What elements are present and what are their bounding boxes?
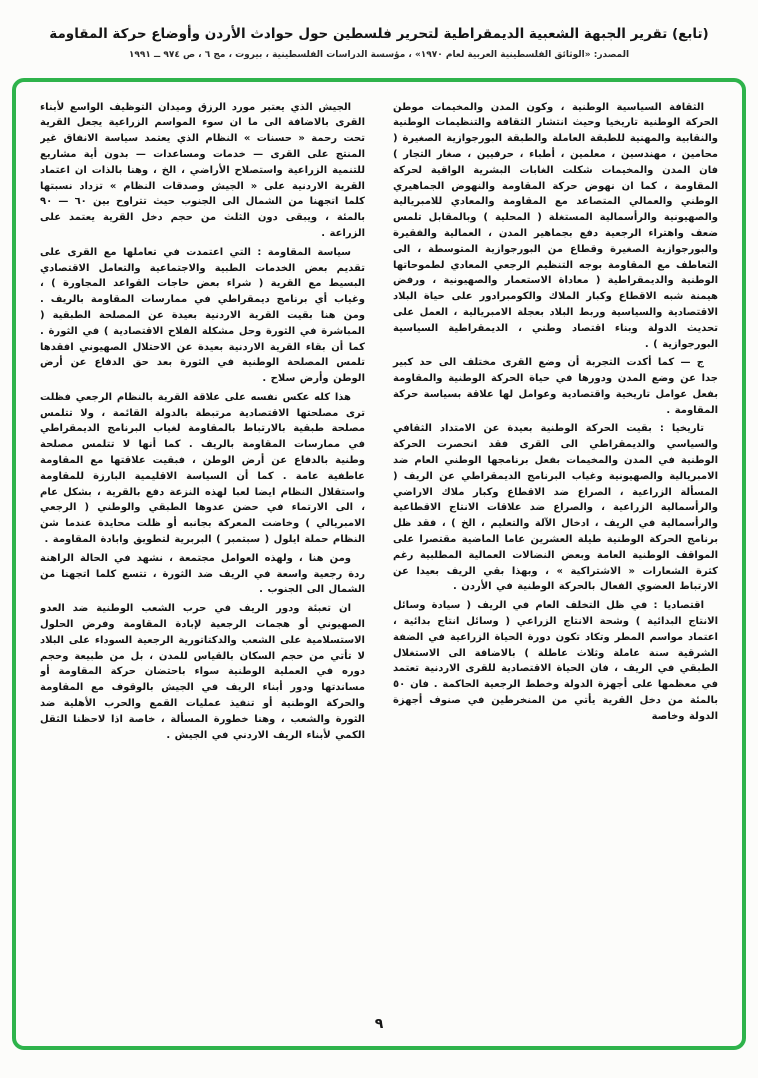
page-number: ٩ [374,1015,384,1032]
paragraph: سياسة المقاومة : التي اعتمدت في تعاملها مع القرى على تقديم بعض الخدمات الطبية والاجتماعية والتعامل الاقتصادي البسيط مع القرية ( شراء بعض حاجات القواعد المجاورة ) ، وغياب أي برنامج ديمقراطي في ممارسات المقاومة بالريف . ومن هنا بقيت القرية الاردنية بعيدة عن المصلحة الطبقية ( المباشرة في الثورة وحل مشكلة الفلاح الاقتصادية ) في الثورة . كما أن بقاء القرية الاردنية بعيدة عن الاحتلال الصهيوني افقدها تلمس المصلحة الوطنية في الثورة بعد حق الدفاع عن أرض الوطن وأرض سلاح . [40,246,365,385]
source-line: المصدر: «الوثائق الفلسطينية العربية لعام ١٩٧٠» ، مؤسسة الدراسات الفلسطينية ، بيروت ، مج ٦ ، ص ٩٧٤ ــ ١٩٩١ [128,49,630,60]
paragraph: الجيش الذي يعتبر مورد الرزق وميدان التوظيف الواسع لأبناء القرى بالاضافة الى ما ان سوء المواسم الزراعية يجعل القرية تحت رحمة « حسنات » النظام الذي يعتمد سياسة الانفاق غير المنتج على القرى — خدمات ومساعدات — بدون أية مشاريع للتنمية الزراعية واستصلاح الأراضي ، الخ ، وهنا بالذات ان اعتماد القرية الاردنية على « الجيش وصدقات النظام » تزداد نسبتها كلما اتجهنا من الشمال الى الجنوب حيث تتراوح بين ٦٠ — ٩٠ بالمئة ، ويبقى دون الثلث من حجم دخل القرية يعتمد على الزراعة . [40,101,365,239]
text-columns [40,100,718,1002]
text-column-left [40,100,365,1002]
paragraph: هذا كله عكس نفسه على علاقة القرية بالنظام الرجعي فظلت ترى مصلحتها الاقتصادية مرتبطة بالدولة القائمة ، ولا تتلمس مصلحة طبقية بالارتباط بالمقاومة لغياب البرنامج الديمقراطي في ممارسات المقاومة بالريف . كما أنها لا تتلمس مصلحة وطنية بالدفاع عن أرض الوطن ، فبقيت علاقتها مع المقاومة عاطفية عامة . كما أن السياسة الاقليمية البارزة للمقاومة واستقلال النظام ايضا لعبا لهذه النزعة دفع بالقرية ، بشكل عام ، الى الارتماء في حضن عدوها الطبقي والوطني ( الرجعي الامبريالي ) وخاضت المعركة بجانبه أو ظلت محايدة عندما شن النظام حملة ايلول ( سبتمبر ) البربرية لتطويق وابادة المقاومة . [40,391,365,546]
document-header [0,26,758,60]
text-column-right [393,100,718,1002]
document-title: (تابع) تقرير الجبهة الشعبية الديمقراطية لتحرير فلسطين حول حوادث الأردن وأوضاع حركة المقاومة [49,26,709,42]
paragraph: ومن هنا ، ولهذه العوامل مجتمعة ، نشهد في الحالة الراهنة ردة رجعية واسعة في الريف ضد الثورة ، تتسع كلما اتجهنا من الشمال الى الجنوب . [40,552,365,596]
content-border-frame [12,78,746,1050]
paragraph: ان تعبئة ودور الريف في حرب الشعب الوطنية ضد العدو الصهيوني أو هجمات الرجعية لإبادة المقاومة وفرض الحلول الاستسلامية على الشعب والدكتاتورية الرجعية السوداء على البلاد لا تأتي من حجم السكان بالقياس للمدن ، بل من طبيعة وحجم دوره في العملية الوطنية سواء باحتضان حركة المقاومة أو مساندتها ودور أبناء الريف في الجيش بالوقوف مع المقاومة والحركة الوطنية أو تنفيذ عمليات القمع والحرب الأهلية ضد الثورة والشعب ، وهنا خطورة المسألة ، خاصة اذا لاحظنا الثقل الكمي لأبناء الريف الاردني في الجيش . [40,603,365,741]
paragraph: اقتصاديا : في ظل التخلف العام في الريف ( سيادة وسائل الانتاج البدائية ) وشحة الانتاج الزراعي ( وسائل انتاج بدائية ، اعتماد مواسم المطر وتكاد تكون دورة الحياة الزراعية في الضفة الشرقية سنة عاملة وثلاث عاطلة ) بالاضافة الى الاستغلال الطبقي في الريف ، فان الحياة الاقتصادية للقرى الاردنية تعتمد في معظمها على أجهزة الدولة وخطط الرجعية الحاكمة . فان ٥٠ بالمئة من دخل القرية يأتي من المنخرطين في صنوف أجهزة الدولة وخاصة [393,600,718,722]
paragraph: ج — كما أكدت التجربة أن وضع القرى مختلف الى حد كبير جدا عن وضع المدن ودورها في حياة الحركة الوطنية والمقاومة بفعل عوامل تاريخية واقتصادية وعوامل لها علاقة بسياسة حركة المقاومة . [393,357,718,416]
paragraph: الثقافة السياسية الوطنية ، وكون المدن والمخيمات موطن الحركة الوطنية تاريخيا وحيث انتشار الثقافة والتنظيمات الوطنية والنقابية والمهنية للطبقة العاملة والطبقة البورجوازية الصغيرة ( محامين ، مهندسين ، معلمين ، أطباء ، حرفيين ، صغار التجار ) فان المدن والمخيمات شكلت الغابات البشرية الواقية لحركة المقاومة ، كما ان نهوض حركة المقاومة والنهوض الجماهيري الوطني والعمالي المتصاعد مع المقاومة والمعادي للامبريالية والصهيونية والرأسمالية المستغلة ( المحلية ) وبالمقابل تلمس ضعف واهتراء الرجعية دفع بجماهير المدن ، العمالية والفقيرة والبورجوازية الصغيرة وقطاع من البورجوازية المتوسطة ، الى التعاطف مع المقاومة بوجه التنظيم الرجعي المعادي لطموحاتها الوطنية والديمقراطية ( معاداة الاستعمار والصهيونية ، ورفض هيمنة شبه الاقطاع وكبار الملاك والكومبرادور على حياة البلاد الاقتصادية والسياسية وربط البلاد بعجلة الامبريالية ، العمل على تحديث الدولة وبناء اقتصاد وطني ، الديمقراطية السياسية البورجوازية ) . [393,101,718,350]
paragraph: تاريخيا : بقيت الحركة الوطنية بعيدة عن الامتداد الثقافي والسياسي والديمقراطي الى القرى فقد انحصرت الحركة الوطنية في المدن والمخيمات بفعل برنامجها الوطني العام ضد الامبريالية والصهيونية وغياب البرنامج الديمقراطي عن الريف ( المسألة الزراعية ، الصراع ضد الاقطاع وكبار ملاك الاراضي والرأسمالية الزراعية ، والصراع ضد علاقات الانتاج الاقطاعية والرأسمالية في الريف ، ادخال الآلة والتعليم ، الخ ) ، فقد ظل برنامج الحركة الوطنية طيلة العشرين عاما الماضية مقتصرا على المواقف الوطنية العامة وبعض النضالات العمالية المطلبية رغم كثرة الشعارات « الاشتراكية » ، وبهذا بقي الريف بعيدا عن الارتباط العضوي الفعال بالحركة الوطنية في الأردن . [393,423,718,593]
